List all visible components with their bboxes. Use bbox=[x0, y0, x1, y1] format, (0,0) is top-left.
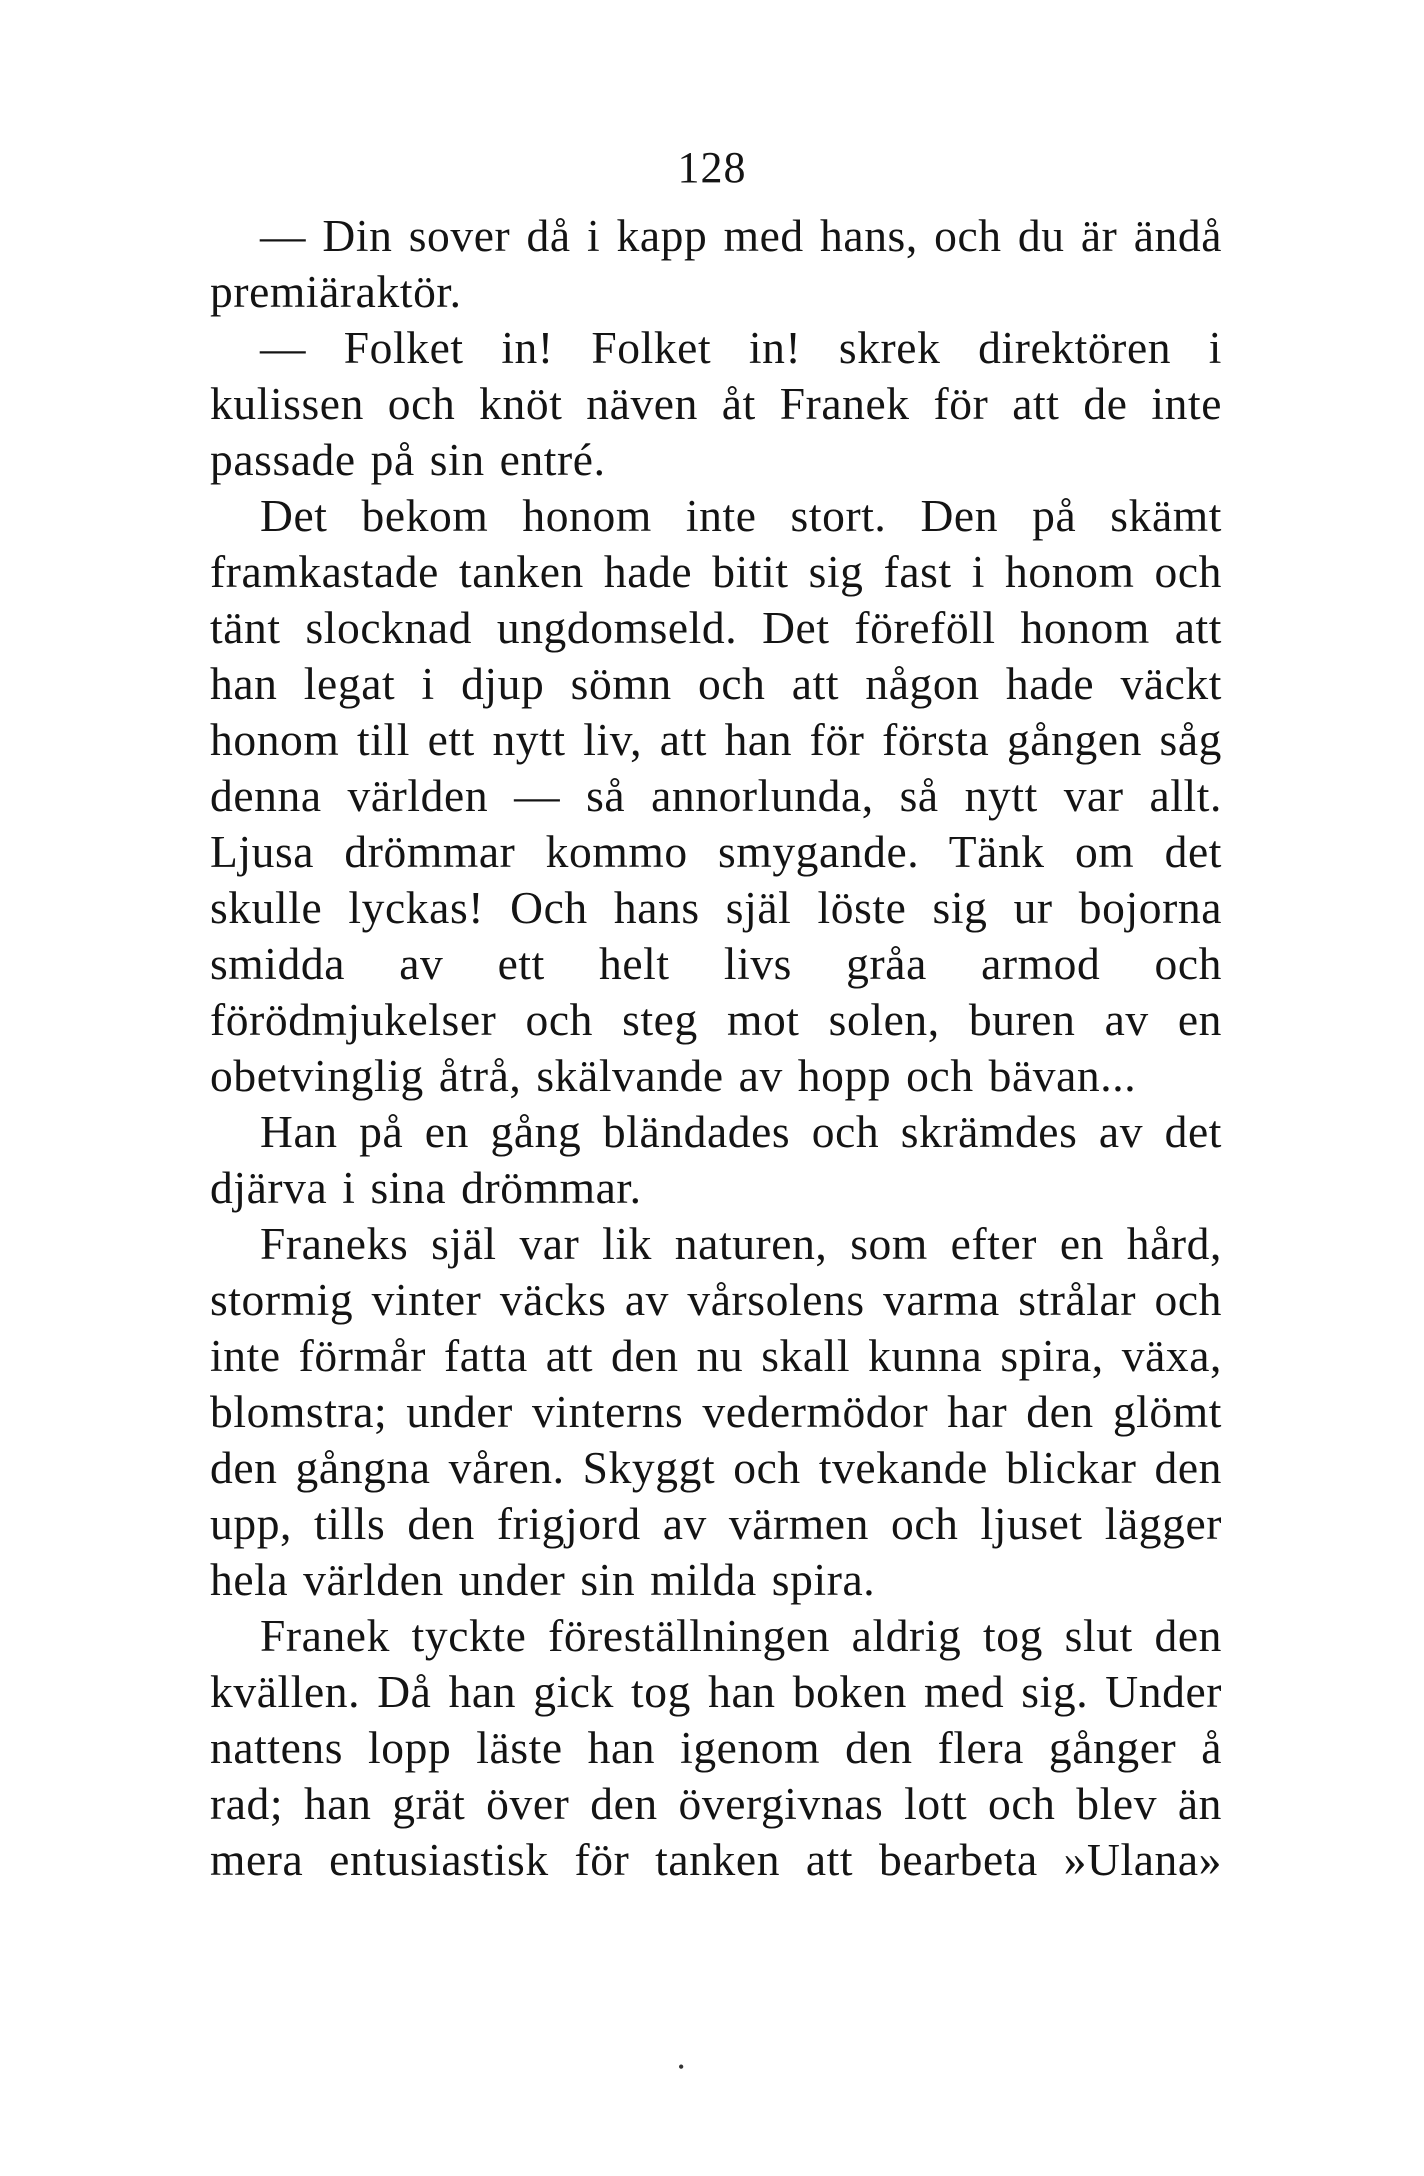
paragraph-3: Det bekom honom inte stort. Den på skämt framkastade tanken hade bitit sig fast i honom och tänt slocknad ungdomseld. Det föreföll honom att han legat i djup sömn och att någon hade väckt honom till ett nytt liv, att han för första gången såg denna världen — så annorlunda, så nytt var allt. Ljusa drömmar kommo smygande. Tänk om det skulle lyckas! Och hans själ löste sig ur bojorna smidda av ett helt livs gråa armod och förödmjukelser och steg mot solen, buren av en obetvinglig åtrå, skälvande av hopp och bävan... bbox=[210, 490, 1222, 1101]
page-number: 128 bbox=[677, 143, 747, 192]
paragraph-5: Franeks själ var lik naturen, som efter en hård, stormig vinter väcks av vårsolens varma strålar och inte förmår fatta att den nu skall kunna spira, växa, blomstra; under vinterns vedermödor har den glömt den gångna våren. Skyggt och tvekande blickar den upp, tills den frigjord av värmen och ljuset lägger hela världen under sin milda spira. bbox=[210, 1218, 1222, 1605]
paragraph-4: Han på en gång bländades och skrämdes av det djärva i sina drömmar. bbox=[210, 1106, 1222, 1213]
print-speck: • bbox=[678, 2057, 685, 2077]
paragraph-6: Franek tyckte föreställningen aldrig tog slut den kvällen. Då han gick tog han boken med sig. Under nattens lopp läste han igenom den flera gånger å rad; han grät över den övergivnas lott och blev än mera entusiastisk för tanken att bearbeta »Ulana» bbox=[210, 1610, 1222, 1885]
paragraph-1: — Din sover då i kapp med hans, och du är ändå premiäraktör. bbox=[210, 210, 1222, 317]
body-text bbox=[210, 208, 1222, 1888]
paragraph-2: — Folket in! Folket in! skrek direktören i kulissen och knöt näven åt Franek för att de inte passade på sin entré. bbox=[210, 322, 1222, 485]
